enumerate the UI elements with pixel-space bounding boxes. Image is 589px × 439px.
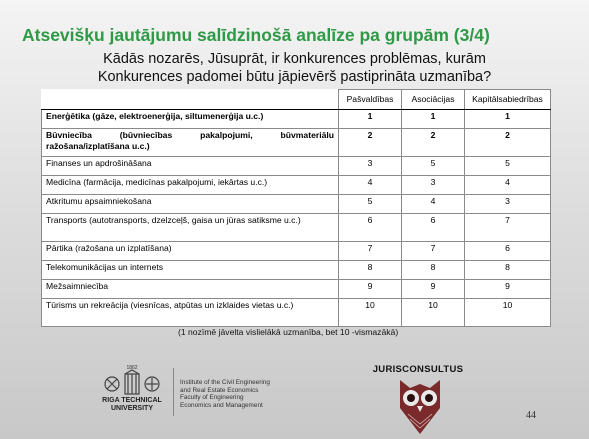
table-row — [42, 129, 551, 157]
table-row — [42, 280, 551, 299]
page-number: 44 — [526, 410, 536, 421]
rank-cell: 2 — [339, 129, 402, 157]
row-label: Finanses un apdrošināšana — [42, 157, 339, 176]
institute-info — [180, 379, 270, 409]
rank-cell: 3 — [402, 176, 465, 195]
row-label: Tūrisms un rekreācija (viesnīcas, atpūtas un izklaides vietas u.c.) — [42, 299, 339, 327]
rank-cell: 4 — [402, 195, 465, 214]
header-empty-cell — [42, 90, 339, 110]
row-label: Mežsaimniecība — [42, 280, 339, 299]
rtu-year: 1862 — [126, 365, 138, 371]
rank-cell: 9 — [339, 280, 402, 299]
rank-cell: 3 — [339, 157, 402, 176]
inst-line-3: Faculty of Engineering — [180, 394, 244, 402]
inst-line-4: Economics and Management — [180, 401, 263, 409]
rank-cell: 10 — [465, 299, 551, 327]
rtu-line-1: RIGA TECHNICAL — [102, 397, 162, 404]
question-line-1: Kādās nozarēs, Jūsuprāt, ir konkurences problēmas, kurām — [103, 51, 486, 67]
rank-cell: 8 — [465, 261, 551, 280]
rank-cell: 7 — [339, 242, 402, 261]
header-asociacijas: Asociācijas — [402, 90, 465, 110]
row-label: Medicīna (farmācija, medicīnas pakalpojumi, iekārtas u.c.) — [42, 176, 339, 195]
table-row — [42, 176, 551, 195]
rank-cell: 1 — [402, 110, 465, 129]
rank-cell: 7 — [402, 242, 465, 261]
table-header-row — [42, 90, 551, 110]
row-label: Pārtika (ražošana un izplatīšana) — [42, 242, 339, 261]
table-row — [42, 214, 551, 242]
rank-cell: 3 — [465, 195, 551, 214]
rank-cell: 5 — [402, 157, 465, 176]
slide-title: Atsevišķu jautājumu salīdzinošā analīze pa grupām (3/4) — [22, 25, 490, 45]
rank-cell: 6 — [465, 242, 551, 261]
rank-cell: 5 — [339, 195, 402, 214]
rtu-name — [94, 397, 170, 413]
owl-logo-icon — [394, 374, 446, 436]
row-label: Telekomunikācijas un internets — [42, 261, 339, 280]
rank-cell: 9 — [402, 280, 465, 299]
rank-cell: 8 — [402, 261, 465, 280]
row-label: Enerģētika (gāze, elektroenerģija, siltumenerģija u.c.) — [42, 110, 339, 129]
footer-divider — [173, 368, 174, 416]
rank-cell: 5 — [465, 157, 551, 176]
rtu-line-2: UNIVERSITY — [110, 405, 153, 412]
rank-cell: 9 — [465, 280, 551, 299]
row-label: Transports (autotransports, dzelzceļš, gaisa un jūras satiksme u.c.) — [42, 214, 339, 242]
row-label: Būvniecība (būvniecības pakalpojumi, būvmateriālu ražošana/izplatīšana u.c.) — [42, 129, 339, 157]
ranking-table — [41, 89, 551, 327]
survey-question — [0, 50, 589, 86]
row-label: Atkritumu apsaimniekošana — [42, 195, 339, 214]
rank-cell: 1 — [339, 110, 402, 129]
header-kapitalsabiedribas: Kapitālsabiedrības — [465, 90, 551, 110]
rank-cell: 4 — [339, 176, 402, 195]
table-row — [42, 299, 551, 327]
inst-line-1: Institute of the Civil Engineering — [180, 379, 270, 386]
rank-cell: 10 — [339, 299, 402, 327]
table-footnote: (1 nozīmē jāvelta vislielākā uzmanība, bet 10 -vismazākā) — [178, 327, 399, 337]
jurisconsultus-label: JURISCONSULTUS — [372, 364, 464, 375]
table-row — [42, 157, 551, 176]
inst-line-2: and Real Estate Economics — [180, 386, 259, 394]
rank-cell: 6 — [402, 214, 465, 242]
table-row — [42, 242, 551, 261]
rank-cell: 8 — [339, 261, 402, 280]
header-pasvaldibas: Pašvaldības — [339, 90, 402, 110]
rank-cell: 10 — [402, 299, 465, 327]
rank-cell: 6 — [339, 214, 402, 242]
table-row — [42, 110, 551, 129]
question-line-2: Konkurences padomei būtu jāpievērš pastiprināta uzmanība? — [97, 69, 492, 85]
rank-cell: 2 — [402, 129, 465, 157]
rank-cell: 7 — [465, 214, 551, 242]
table-row — [42, 195, 551, 214]
rank-cell: 2 — [465, 129, 551, 157]
rank-cell: 1 — [465, 110, 551, 129]
table-row — [42, 261, 551, 280]
rank-cell: 4 — [465, 176, 551, 195]
